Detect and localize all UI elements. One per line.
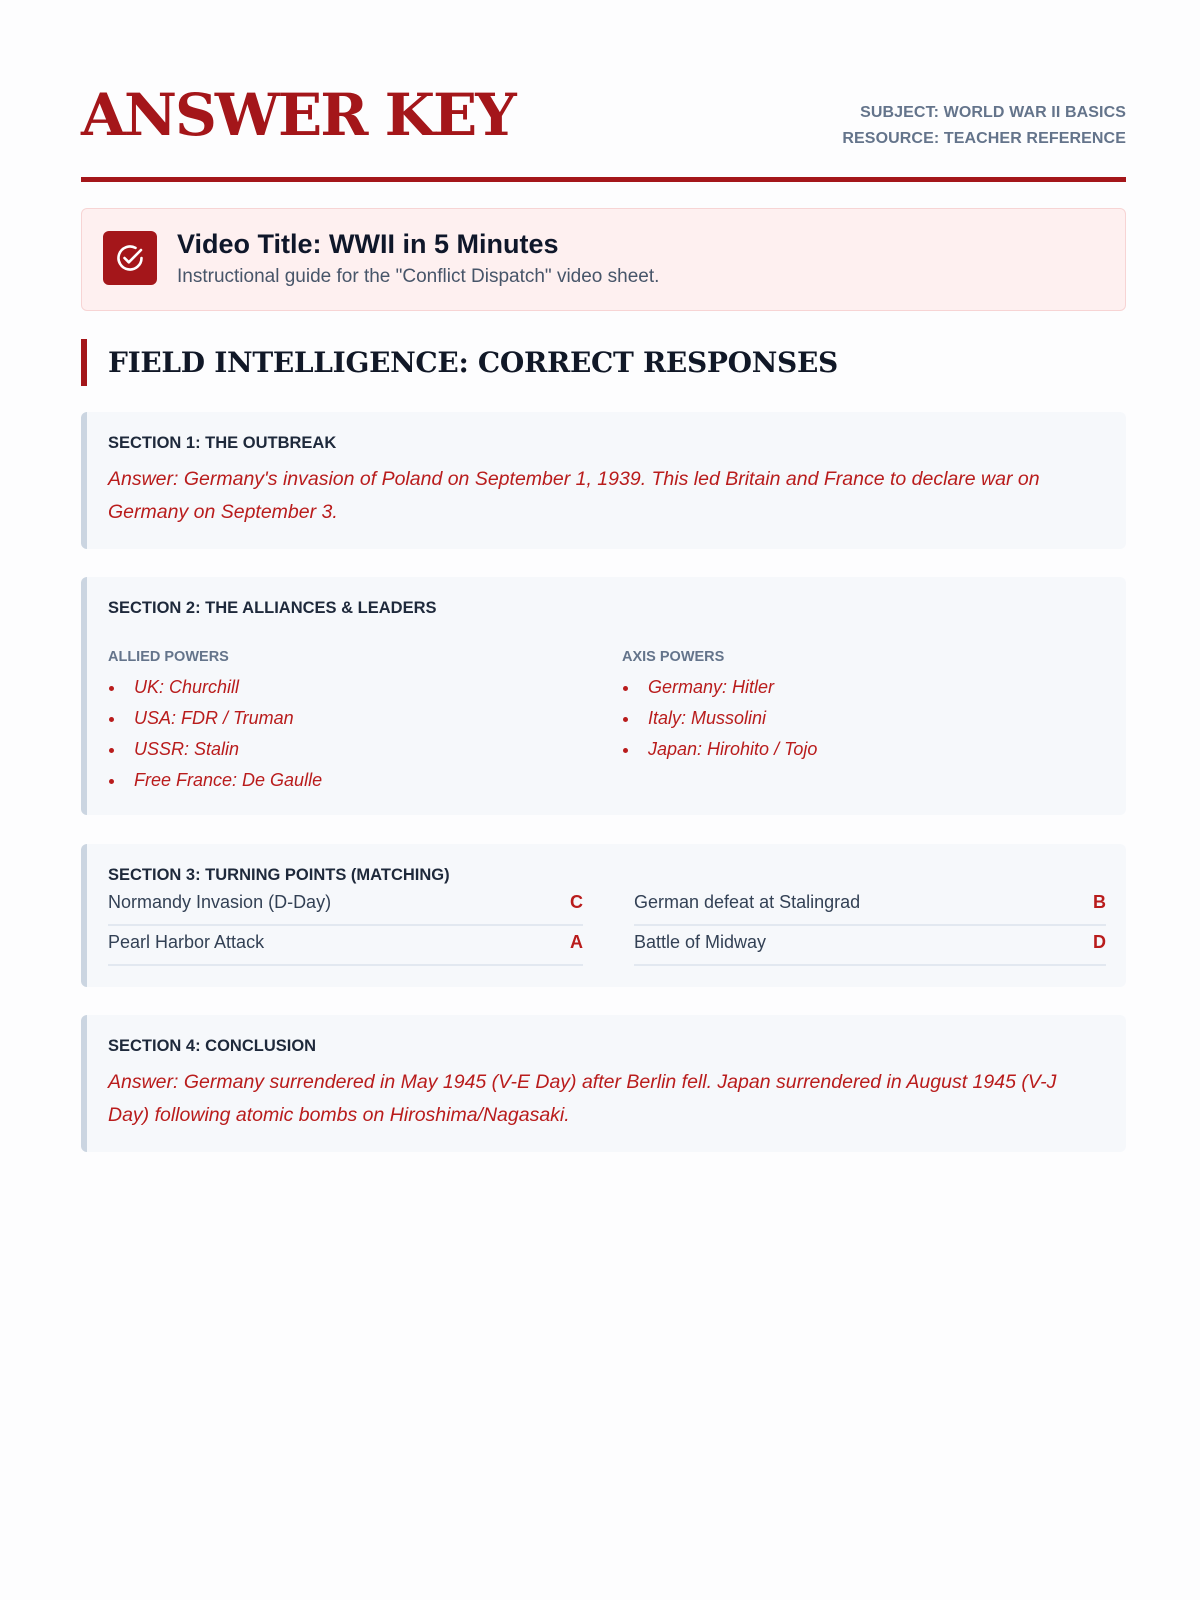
section-2-card <box>81 577 1126 815</box>
matching-answer: A <box>570 932 583 952</box>
video-subtitle: Instructional guide for the "Conflict Dispatch" video sheet. <box>177 266 660 287</box>
list-item: USSR: Stalin <box>108 734 322 765</box>
resource-label: RESOURCE: TEACHER REFERENCE <box>842 130 1126 147</box>
axis-powers-list <box>622 672 817 765</box>
section-4-label: SECTION 4: CONCLUSION <box>108 1037 317 1055</box>
matching-event: Normandy Invasion (D-Day) <box>108 892 332 912</box>
section-1-label: SECTION 1: THE OUTBREAK <box>108 434 337 452</box>
matching-event: Pearl Harbor Attack <box>108 932 265 952</box>
list-item: Italy: Mussolini <box>622 703 817 734</box>
matching-row <box>634 888 1106 926</box>
matching-answer: C <box>570 892 583 912</box>
page-header <box>81 82 1126 182</box>
matching-event: German defeat at Stalingrad <box>634 892 861 912</box>
matching-answer: B <box>1093 892 1106 912</box>
section-1-answer: Answer: Germany's invasion of Poland on September 1, 1939. This led Britain and France to declare war on Germany on September 3. <box>108 468 1040 523</box>
header-meta <box>842 100 1126 152</box>
matching-answer: D <box>1093 932 1106 952</box>
section-1-card <box>81 412 1126 549</box>
allied-powers-list <box>108 672 322 796</box>
matching-row <box>634 928 1106 966</box>
axis-powers-label: AXIS POWERS <box>622 649 725 665</box>
list-item: Japan: Hirohito / Tojo <box>622 734 817 765</box>
subject-label: SUBJECT: WORLD WAR II BASICS <box>860 104 1126 121</box>
section-3-card <box>81 844 1126 987</box>
list-item: UK: Churchill <box>108 672 322 703</box>
section-4-card <box>81 1015 1126 1152</box>
video-title: Video Title: WWII in 5 Minutes <box>177 229 559 259</box>
check-circle-icon <box>103 231 157 285</box>
list-item: Germany: Hitler <box>622 672 817 703</box>
list-item: Free France: De Gaulle <box>108 765 322 796</box>
list-item: USA: FDR / Truman <box>108 703 322 734</box>
allied-powers-label: ALLIED POWERS <box>108 649 229 665</box>
section-heading <box>81 339 838 386</box>
video-banner <box>81 208 1126 311</box>
matching-row <box>108 928 583 966</box>
section-2-label: SECTION 2: THE ALLIANCES & LEADERS <box>108 599 437 617</box>
section-3-label: SECTION 3: TURNING POINTS (MATCHING) <box>108 866 450 884</box>
section-heading-text: FIELD INTELLIGENCE: CORRECT RESPONSES <box>108 346 838 379</box>
section-4-answer: Answer: Germany surrendered in May 1945 (V-E Day) after Berlin fell. Japan surrendered in August 1945 (V-J Day) following atomic bombs on Hiroshima/Nagasaki. <box>108 1071 1057 1126</box>
page-title: ANSWER KEY <box>81 81 515 149</box>
matching-row <box>108 888 583 926</box>
matching-event: Battle of Midway <box>634 932 767 952</box>
